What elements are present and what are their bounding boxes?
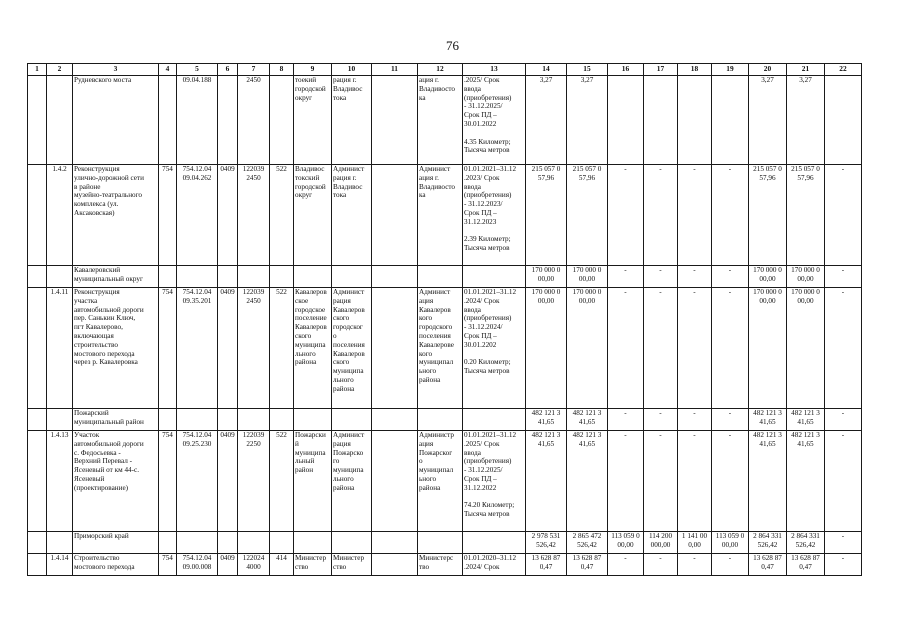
table-cell: -	[608, 266, 644, 288]
table-cell: Министер ство	[332, 554, 372, 576]
table-cell: 170 000 0 00,00	[787, 266, 825, 288]
table-cell: 482 121 3 41,65	[526, 409, 567, 431]
table-cell: 170 000 0 00,00	[749, 288, 787, 409]
table-cell: 114 200 000,00	[644, 532, 678, 554]
table-cell	[678, 76, 712, 165]
table-cell	[47, 409, 73, 431]
table-cell	[418, 532, 463, 554]
table-cell: 0409	[218, 554, 238, 576]
table-cell	[372, 288, 418, 409]
table-cell	[270, 76, 294, 165]
table-cell	[372, 409, 418, 431]
table-row	[28, 431, 862, 532]
table-cell	[270, 409, 294, 431]
column-header: 2	[47, 64, 73, 76]
table-cell: 754	[159, 554, 177, 576]
table-cell: 122024 4000	[238, 554, 270, 576]
table-cell: 3,27	[526, 76, 567, 165]
column-header: 14	[526, 64, 567, 76]
table-cell: Админист рация Пожарско го муниципа льного района	[332, 431, 372, 532]
table-cell: Админист рация г. Владивос тока	[332, 165, 372, 266]
table-cell	[372, 554, 418, 576]
table-cell: 3,27	[749, 76, 787, 165]
column-header: 11	[372, 64, 418, 76]
table-cell: -	[712, 431, 749, 532]
table-cell	[159, 409, 177, 431]
investment-table	[27, 63, 862, 576]
table-cell: -	[712, 288, 749, 409]
table-cell: ация г. Владивосто ка	[418, 76, 463, 165]
column-header: 18	[678, 64, 712, 76]
table-cell	[644, 76, 678, 165]
table-cell	[270, 532, 294, 554]
table-cell	[47, 76, 73, 165]
column-header: 22	[825, 64, 862, 76]
table-cell: 13 628 87 0,47	[526, 554, 567, 576]
table-cell: -	[825, 409, 862, 431]
table-cell	[28, 554, 47, 576]
table-cell: Министерс тво	[418, 554, 463, 576]
column-header: 20	[749, 64, 787, 76]
table-cell: 414	[270, 554, 294, 576]
table-body	[28, 76, 862, 576]
table-cell: -	[825, 288, 862, 409]
column-header: 4	[159, 64, 177, 76]
table-cell	[372, 532, 418, 554]
table-cell: Кавалеровский муниципальный округ	[73, 266, 159, 288]
table-cell	[47, 532, 73, 554]
table-cell: 01.01.2020–31.12 .2024/ Срок	[463, 554, 526, 576]
table-row	[28, 76, 862, 165]
table-cell: -	[644, 165, 678, 266]
table-cell: -	[678, 409, 712, 431]
table-cell	[463, 409, 526, 431]
table-cell	[372, 266, 418, 288]
table-cell: 01.01.2021–31.12 .2023/ Срок ввода (приобретения) - 31.12.2023/ Срок ПД – 31.12.2023 2.39 Километр; Тысяча метров	[463, 165, 526, 266]
table-cell: 522	[270, 288, 294, 409]
table-cell: -	[608, 431, 644, 532]
table-cell	[159, 76, 177, 165]
table-cell: -	[825, 431, 862, 532]
table-cell	[332, 532, 372, 554]
table-cell: 170 000 0 00,00	[567, 288, 608, 409]
table-cell: -	[712, 165, 749, 266]
column-header: 3	[73, 64, 159, 76]
table-row	[28, 409, 862, 431]
table-cell: Админист ация Кавалеров кого городского поселения Кавалерове кого муниципал ьного района	[418, 288, 463, 409]
table-row	[28, 532, 862, 554]
table-cell: -	[644, 409, 678, 431]
table-row	[28, 165, 862, 266]
table-row	[28, 554, 862, 576]
table-cell	[418, 409, 463, 431]
column-header: 8	[270, 64, 294, 76]
table-cell: -	[825, 165, 862, 266]
table-cell: -	[678, 165, 712, 266]
column-header: 21	[787, 64, 825, 76]
table-cell: .2025/ Срок ввода (приобретения) - 31.12.2025/ Срок ПД – 30.01.2022 4.35 Километр; Тысяча метров	[463, 76, 526, 165]
table-cell: -	[678, 431, 712, 532]
table-cell: 754	[159, 431, 177, 532]
table-cell: 215 057 0 57,96	[749, 165, 787, 266]
table-cell: -	[608, 409, 644, 431]
table-cell	[218, 409, 238, 431]
table-cell	[294, 532, 332, 554]
table-cell: 2 865 472 526,42	[567, 532, 608, 554]
table-cell: 122039 2250	[238, 431, 270, 532]
table-cell: 215 057 0 57,96	[526, 165, 567, 266]
table-cell: 1.4.13	[47, 431, 73, 532]
column-header: 12	[418, 64, 463, 76]
table-cell: 2 864 331 526,42	[787, 532, 825, 554]
table-cell	[218, 76, 238, 165]
table-cell	[177, 266, 218, 288]
table-cell: 482 121 3 41,65	[567, 431, 608, 532]
table-cell: Строительство мостового перехода	[73, 554, 159, 576]
table-cell	[28, 532, 47, 554]
table-cell: Реконструкция улично-дорожной сети в районе музейно-театрального комплекса (ул. Аксаковская)	[73, 165, 159, 266]
table-cell	[28, 76, 47, 165]
table-cell: Реконструкция участка автомобильной дороги пер. Санькин Ключ, пгт Кавалерово, включающая строительство мостового перехода через р. Кавалеровка	[73, 288, 159, 409]
table-cell	[28, 409, 47, 431]
table-cell: 0409	[218, 165, 238, 266]
table-cell: 482 121 3 41,65	[526, 431, 567, 532]
table-row	[28, 266, 862, 288]
table-cell: 754.12.04 09.35.201	[177, 288, 218, 409]
table-cell: 0409	[218, 288, 238, 409]
table-cell: -	[644, 288, 678, 409]
table-cell: 09.04.188	[177, 76, 218, 165]
table-cell	[418, 266, 463, 288]
table-cell: рация г. Владивос тока	[332, 76, 372, 165]
column-header: 19	[712, 64, 749, 76]
column-header: 10	[332, 64, 372, 76]
table-cell: -	[825, 532, 862, 554]
table-cell: 754	[159, 288, 177, 409]
table-cell	[463, 266, 526, 288]
table-cell: Приморский край	[73, 532, 159, 554]
table-cell: 754.12.04 09.00.008	[177, 554, 218, 576]
table-cell: Министер ство	[294, 554, 332, 576]
table-cell: 522	[270, 431, 294, 532]
table-cell: 482 121 3 41,65	[787, 431, 825, 532]
table-cell: 482 121 3 41,65	[567, 409, 608, 431]
header-row	[28, 64, 862, 76]
page-number: 76	[446, 38, 459, 53]
table-cell: 2 978 531 526,42	[526, 532, 567, 554]
table-cell: 113 059 0 00,00	[608, 532, 644, 554]
table-cell: -	[644, 266, 678, 288]
table-cell	[28, 431, 47, 532]
table-cell: 170 000 0 00,00	[787, 288, 825, 409]
table-cell: -	[608, 554, 644, 576]
table-cell: 13 628 87 0,47	[787, 554, 825, 576]
table-cell: 170 000 0 00,00	[526, 288, 567, 409]
column-header: 17	[644, 64, 678, 76]
table-cell: 2450	[238, 76, 270, 165]
table-cell: 1.4.11	[47, 288, 73, 409]
table-cell: Админист ация г. Владивосто ка	[418, 165, 463, 266]
column-header: 9	[294, 64, 332, 76]
table-cell: 482 121 3 41,65	[749, 409, 787, 431]
table-cell: 170 000 0 00,00	[526, 266, 567, 288]
table-cell	[28, 266, 47, 288]
table-cell	[372, 165, 418, 266]
table-cell	[177, 532, 218, 554]
table-cell: 122039 2450	[238, 165, 270, 266]
table-cell: 0409	[218, 431, 238, 532]
table-cell	[47, 266, 73, 288]
table-cell	[159, 532, 177, 554]
table-cell: -	[644, 554, 678, 576]
table-cell: Пожарский муниципальный район	[73, 409, 159, 431]
table-cell	[238, 266, 270, 288]
table-cell: -	[678, 554, 712, 576]
table-cell: 3,27	[567, 76, 608, 165]
column-header: 6	[218, 64, 238, 76]
table-cell: 482 121 3 41,65	[787, 409, 825, 431]
table-cell	[332, 409, 372, 431]
table-cell	[28, 165, 47, 266]
table-cell	[825, 76, 862, 165]
table-cell: 113 059 0 00,00	[712, 532, 749, 554]
table-cell: Рудневского моста	[73, 76, 159, 165]
table-cell: Кавалеров ское городское поселение Кавалеров ского муниципа льного района	[294, 288, 332, 409]
table-cell: 13 628 87 0,47	[567, 554, 608, 576]
column-header: 1	[28, 64, 47, 76]
table-cell	[294, 266, 332, 288]
table-cell: 522	[270, 165, 294, 266]
table-cell: 215 057 0 57,96	[567, 165, 608, 266]
table-cell: 754	[159, 165, 177, 266]
table-cell	[372, 76, 418, 165]
table-cell: -	[608, 288, 644, 409]
table-cell: -	[644, 431, 678, 532]
table-cell	[238, 409, 270, 431]
table-row	[28, 288, 862, 409]
table-cell	[238, 532, 270, 554]
table-cell	[218, 532, 238, 554]
table-cell: -	[712, 266, 749, 288]
table-cell: 13 628 87 0,47	[749, 554, 787, 576]
table-cell: 170 000 0 00,00	[567, 266, 608, 288]
table-cell	[463, 532, 526, 554]
table-cell	[159, 266, 177, 288]
table-cell: 215 057 0 57,96	[787, 165, 825, 266]
column-header: 16	[608, 64, 644, 76]
column-header: 13	[463, 64, 526, 76]
table-cell	[177, 409, 218, 431]
table-cell: 1 141 00 0,00	[678, 532, 712, 554]
table-cell: Пожарски й муниципа льный район	[294, 431, 332, 532]
table-cell: 170 000 0 00,00	[749, 266, 787, 288]
table-cell: 1.4.14	[47, 554, 73, 576]
table-cell: -	[825, 266, 862, 288]
table-cell: 01.01.2021–31.12 .2025/ Срок ввода (приобретения) - 31.12.2025/ Срок ПД – 31.12.2022 74.20 Километр; Тысяча метров	[463, 431, 526, 532]
table-cell: Админист рация Кавалеров ского городског о поселения Кавалеров ского муниципа льного района	[332, 288, 372, 409]
column-header: 15	[567, 64, 608, 76]
table-cell	[608, 76, 644, 165]
table-cell: 1.4.2	[47, 165, 73, 266]
table-cell	[372, 431, 418, 532]
table-cell: -	[678, 288, 712, 409]
table-cell: 754.12.04 09.04.262	[177, 165, 218, 266]
table-cell: -	[678, 266, 712, 288]
table-cell	[218, 266, 238, 288]
table-cell: 2 864 331 526,42	[749, 532, 787, 554]
table-cell: Участок автомобильной дороги с. Федосьевка - Верхний Перевал - Ясеневый от км 44-с. Ясеневый (проектирование)	[73, 431, 159, 532]
column-header: 5	[177, 64, 218, 76]
table-cell: -	[608, 165, 644, 266]
table-cell: 122039 2450	[238, 288, 270, 409]
table-cell: Администр ация Пожарског о муниципал ьного района	[418, 431, 463, 532]
table-cell: 3,27	[787, 76, 825, 165]
table-cell: 482 121 3 41,65	[749, 431, 787, 532]
table-cell: тоекий городской округ	[294, 76, 332, 165]
table-cell	[332, 266, 372, 288]
table-cell: 01.01.2021–31.12 .2024/ Срок ввода (приобретения) - 31.12.2024/ Срок ПД – 30.01.2202 0.20 Километр; Тысяча метров	[463, 288, 526, 409]
column-header: 7	[238, 64, 270, 76]
table-cell	[270, 266, 294, 288]
table-cell: 754.12.04 09.25.230	[177, 431, 218, 532]
table-cell	[294, 409, 332, 431]
table-cell: -	[712, 554, 749, 576]
table-cell	[28, 288, 47, 409]
table-cell	[712, 76, 749, 165]
table-cell: -	[825, 554, 862, 576]
table-cell: Владивос токский городской округ	[294, 165, 332, 266]
table-cell: -	[712, 409, 749, 431]
